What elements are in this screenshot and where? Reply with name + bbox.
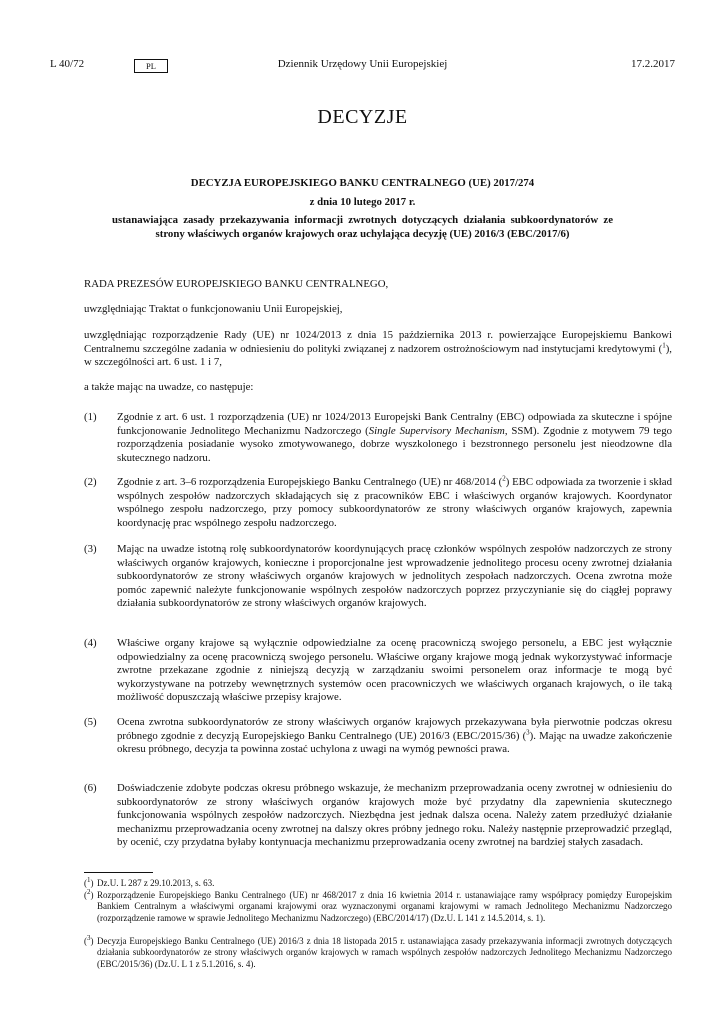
page-header (50, 58, 675, 74)
recital-text: Zgodnie z art. 3–6 rozporządzenia Europejskiego Banku Centralnego (UE) nr 468/2014 ($^2$) EBC odpowiada za tworzenie i skład wspólnych zespołów nadzorczych składających się z pracowników EBC i właściwych organów krajowych. Koordynator wspólnego zespołu nadzorczego, przy pomocy subkoordynatorów ze strony właściwych organów krajowych, zapewnia koordynację prac wspólnego zespołu nadzorczego. (117, 474, 673, 529)
footnote-text: Dz.U. L 287 z 29.10.2013, s. 63. (97, 878, 215, 888)
preamble-whereas: a także mając na uwadze, co następuje: (84, 381, 254, 393)
recital-number: (4) (84, 637, 97, 649)
footnote-number: ($^1$) (84, 876, 94, 888)
footnote-text: Rozporządzenie Europejskiego Banku Centralnego (UE) nr 468/2017 z dnia 16 kwietnia 2014 r. ustanawiające ramy współpracy pomiędzy Europejskim Bankiem Centralnym a właściwymi organami krajowymi oraz wyznaczonymi organami krajowymi w ramach Jednolitego Mechanizmu Nadzorczego (rozporządzenie ramowe w sprawie Jednolitego Mechanizmu Nadzorczego) (EBC/2014/17) (Dz.U. L 141 z 14.5.2014, s. 1). (97, 890, 672, 923)
publication-date: 17.2.2017 (631, 58, 675, 70)
footnote-separator (84, 872, 153, 873)
page-reference: L 40/72 (50, 58, 85, 70)
decision-date: z dnia 10 lutego 2017 r. (309, 196, 416, 208)
preamble-council: RADA PREZESÓW EUROPEJSKIEGO BANKU CENTRALNEGO, (84, 278, 389, 290)
recital-number: (6) (84, 782, 97, 794)
recital-number: (2) (84, 476, 97, 488)
recital-text: Doświadczenie zdobyte podczas okresu próbnego wskazuje, że mechanizm przeprowadzania oceny zwrotnej w odniesieniu do subkoordynatorów ze strony właściwych organów krajowych może być przydatny dla zapewnienia skutecznego funkcjonowania wspólnych zespołów nadzorczych. Niezbędna jest jednak dalsza ocena. Należy zatem przedłużyć działanie mechanizmu przeprowadzania oceny zwrotnej na dalszy okres próbny jednego roku. Należy następnie przeprowadzić przegląd, by ocenić, czy przydatna byłaby kontynuacja mechanizmu przeprowadzania oceny zwrotnej na bardziej stałych zasadach. (117, 782, 672, 849)
footnote-ref: 3 (526, 728, 530, 736)
journal-title: Dziennik Urzędowy Unii Europejskiej (277, 58, 448, 70)
decision-subject: ustanawiająca zasady przekazywania informacji zwrotnych dotyczących działania subkoordynatorów ze strony właściwych organów krajowych oraz uchylająca decyzję (UE) 2016/3 (EBC/2017/6) (112, 214, 613, 240)
preamble-treaty: uwzględniając Traktat o funkcjonowaniu Unii Europejskiej, (84, 303, 343, 315)
recital-text: Właściwe organy krajowe są wyłącznie odpowiedzialne za ocenę pracowniczą swojego personelu, a EBC jest wyłącznie odpowiedzialny za ocenę pracowniczą swojego personelu. Właściwe organy krajowe mogą jednak wykorzystywać informacje zwrotne przekazane zgodnie z niniejszą decyzją w zarządzaniu swoimi personelem oraz informacje te mogą być wykorzystywane na potrzeby wewnętrznych systemów ocen pracowniczych we właściwych organach krajowych, o ile taką możliwość dopuszczają właściwe przepisy krajowe. (117, 637, 672, 704)
decision-title: DECYZJA EUROPEJSKIEGO BANKU CENTRALNEGO (UE) 2017/274 (190, 177, 535, 189)
recital-text: Zgodnie z art. 6 ust. 1 rozporządzenia (UE) nr 1024/2013 Europejski Bank Centralny (EBC) odpowiada za skuteczne i spójne funkcjonowanie Jednolitego Mechanizmu Nadzorczego (Single Supervisory Mechanism, SSM). Zgodnie z motywem 79 tego rozporządzenia posiadanie wysoko zmotywowanego, dobrze wyszkolonego i bezstronnego personelu jest nieodzowne dla skutecznego nadzoru. (117, 411, 673, 464)
recital-number: (5) (84, 716, 97, 728)
recital-number: (1) (84, 411, 97, 423)
recital-number: (3) (84, 543, 97, 555)
footnote-number: ($^2$) (84, 888, 94, 900)
recital-text: Ocena zwrotna subkoordynatorów ze strony właściwych organów krajowych przekazywana była pierwotnie podczas okresu próbnego zgodnie z decyzją Europejskiego Banku Centralnego (UE) 2016/3 (EBC/2015/36) ($^3$). Mając na uwadze zakończenie okresu próbnego, decyzja ta powinna zostać uchylona z uwagi na wymóg pewności prawa. (117, 716, 673, 756)
footnote-ref: 1 (662, 341, 666, 349)
recital-text: Mając na uwadze istotną rolę subkoordynatorów koordynujących pracę członków wspólnych zespołów nadzorczych ze strony właściwych organów krajowych, konieczne i proporcjonalne jest wprowadzenie jednolitego procesu oceny zwrotnej działania subkoordynatorów ze strony właściwych organów krajowych w jednolitych zespołach nadzorczych. Ocena zwrotna może pomóc zapewnić należyte funkcjonowanie wspólnych zespołów nadzorczych poprzez przyczynianie się do ciągłej poprawy działania subkoordynatorów ze strony właściwych organów krajowych. (117, 543, 672, 610)
section-title: DECYZJE (317, 106, 408, 128)
preamble-regulation: uwzględniając rozporządzenie Rady (UE) nr 1024/2013 z dnia 15 października 2013 r. powierzające Europejskiemu Bankowi Centralnemu szczególne zadania w odniesieniu do polityki związanej z nadzorem ostrożnościowym nad instytucjami kredytowymi ($^1$), w szczególności art. 6 ust. 1 i 7, (84, 329, 672, 369)
footnote-ref: 2 (502, 474, 506, 483)
footnote-number: ($^3$) (84, 934, 94, 946)
language-badge: PL (134, 59, 168, 73)
footnote-text: Decyzja Europejskiego Banku Centralnego (UE) 2016/3 z dnia 18 listopada 2015 r. ustanawiająca zasady przekazywania informacji zwrotnych dotyczących działania subkoordynatorów ze strony właściwych organów krajowych w ramach wspólnych zespołów nadzorczych Jednolitego Mechanizmu Nadzorczego (EBC/2015/36) (Dz.U. L 1 z 5.1.2016, s. 4). (97, 936, 672, 969)
